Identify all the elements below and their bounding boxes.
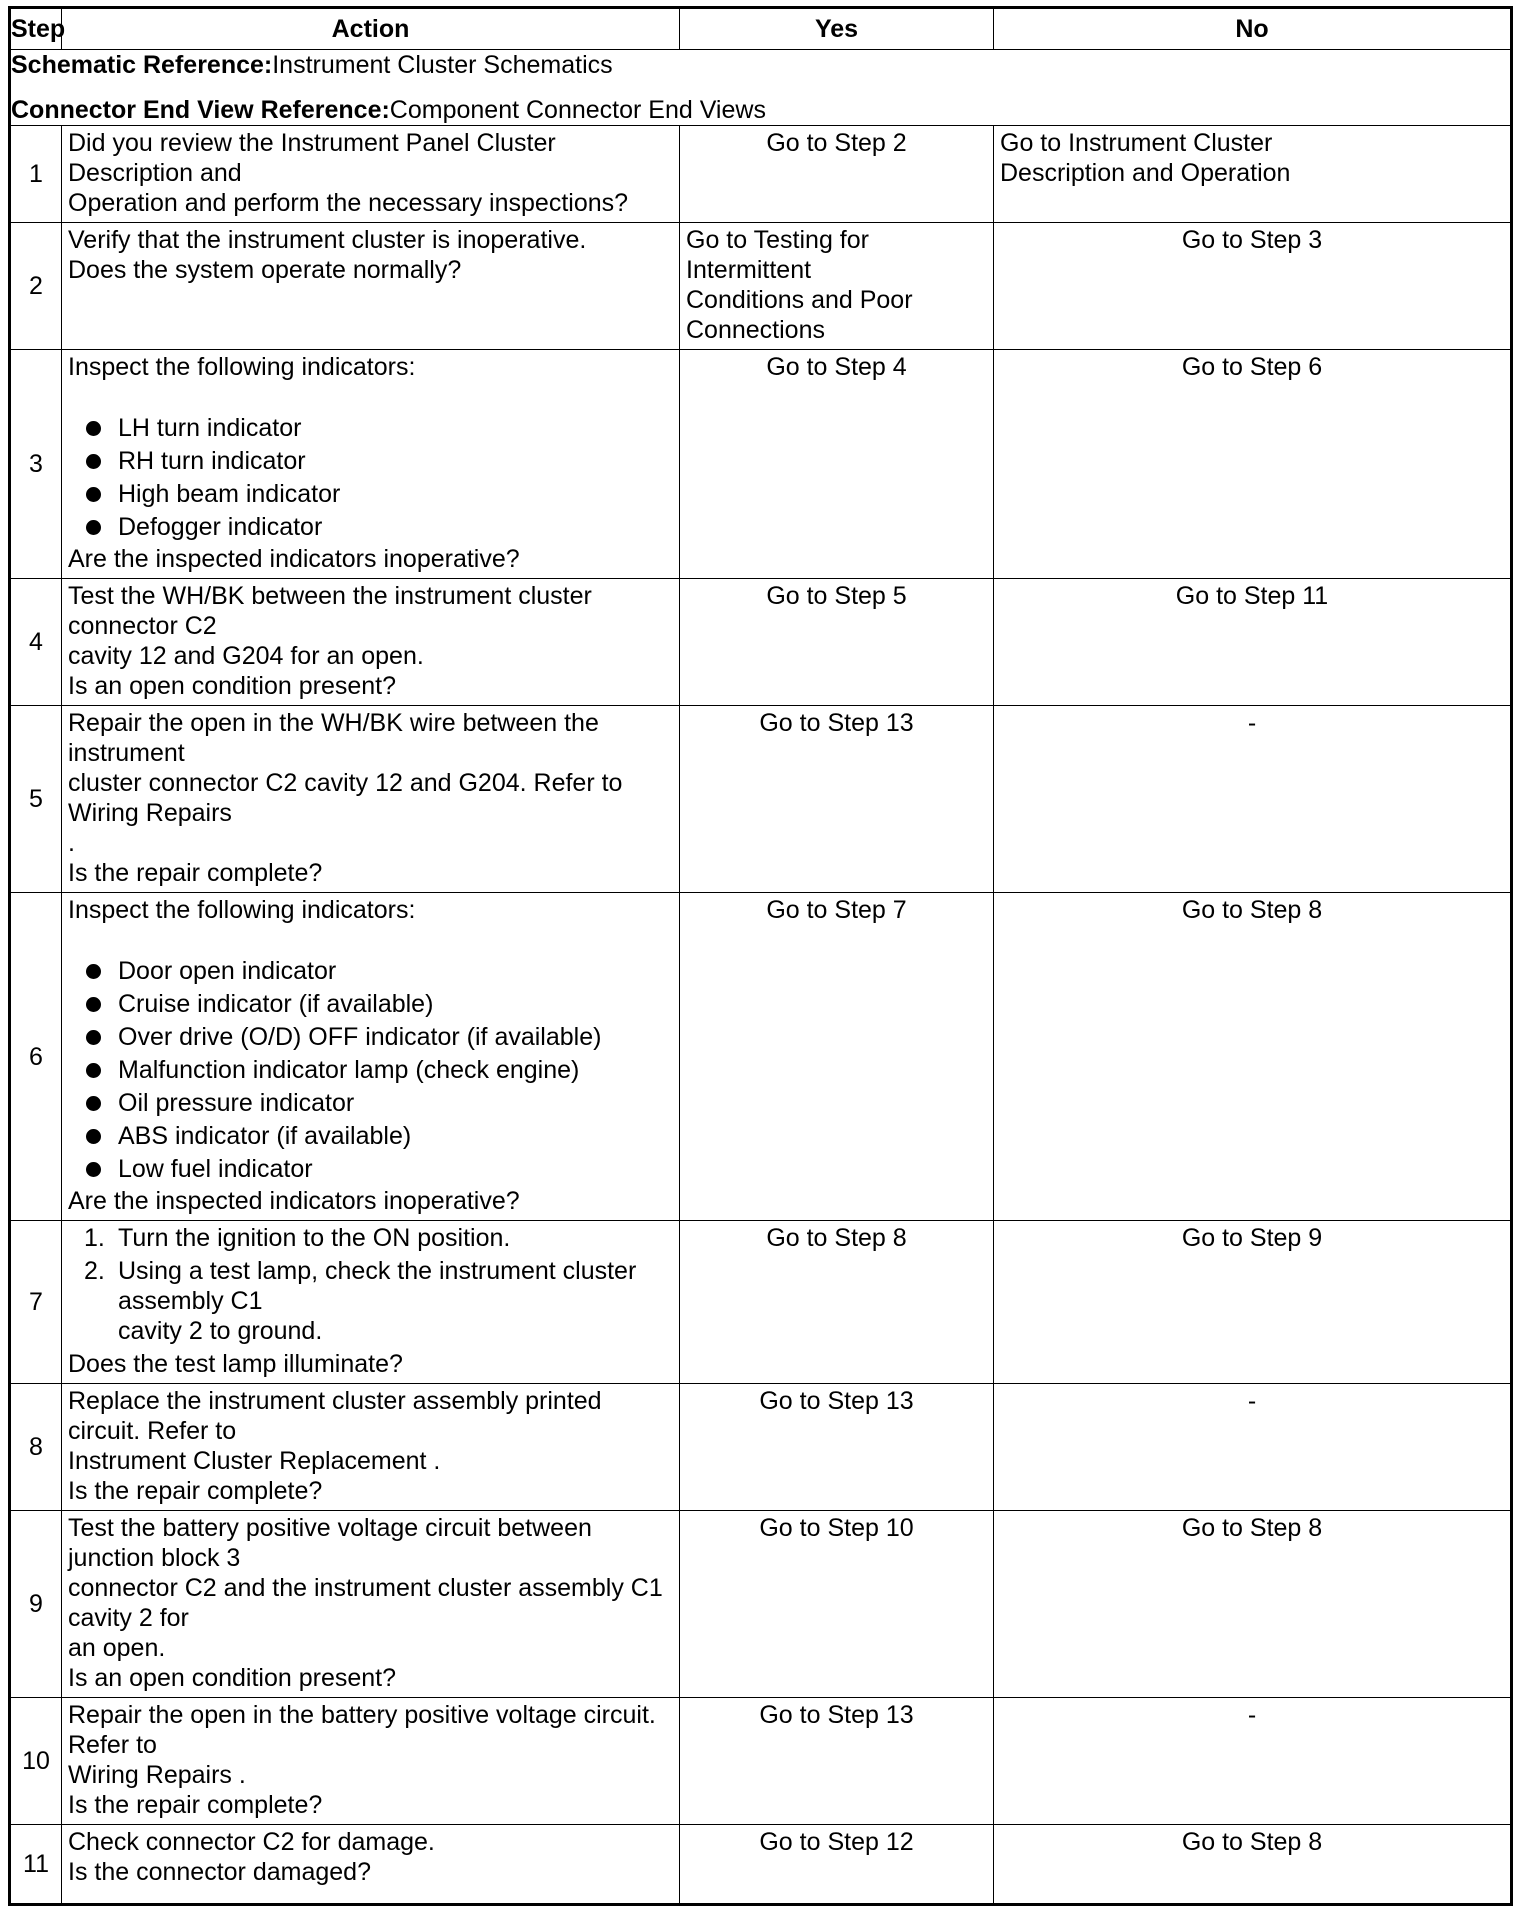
step-number-cell <box>10 893 62 1221</box>
step-number-cell <box>10 1511 62 1698</box>
yes-cell <box>680 893 994 1221</box>
action-text: Inspect the following indicators: <box>68 353 416 381</box>
action-cell <box>62 893 680 1221</box>
no-result-line: Description and Operation <box>1000 159 1291 187</box>
action-content <box>62 126 679 222</box>
yes-result <box>680 893 993 929</box>
step-number-cell <box>10 1221 62 1384</box>
header-action: Action <box>62 8 680 50</box>
step-number-cell <box>10 350 62 579</box>
action-text-line: Wiring Repairs . <box>68 1761 246 1789</box>
reference-row <box>10 50 1512 126</box>
action-text-line: Operation and perform the necessary inspections? <box>68 189 629 217</box>
yes-result <box>680 1825 993 1861</box>
yes-result <box>680 1221 993 1257</box>
action-cell <box>62 1384 680 1511</box>
no-cell <box>994 706 1512 893</box>
action-text-line: . <box>68 829 75 857</box>
action-text-line: Did you review the Instrument Panel Cluster Description and <box>68 129 556 187</box>
yes-cell <box>680 126 994 223</box>
action-text-line: Instrument Cluster Replacement . <box>68 1447 441 1475</box>
action-content <box>62 893 679 1220</box>
action-text-line: cavity 12 and G204 for an open. <box>68 642 424 670</box>
step-number: 1 <box>29 160 43 188</box>
yes-result <box>680 350 993 386</box>
action-cell <box>62 1698 680 1825</box>
no-result-text[interactable]: Go to Step 3 <box>1181 226 1323 254</box>
action-text <box>68 1386 673 1476</box>
yes-result-text[interactable]: Go to Step 4 <box>766 353 907 381</box>
yes-result-text[interactable]: Go to Step 12 <box>759 1828 914 1856</box>
no-cell <box>994 1825 1512 1905</box>
action-text-line: Test the WH/BK between the instrument cluster connector C2 <box>68 582 592 640</box>
action-question: Is the repair complete? <box>68 1477 323 1505</box>
step-number: 11 <box>23 1850 49 1878</box>
yes-cell <box>680 1698 994 1825</box>
indicator-list-item: Door open indicator <box>84 955 673 988</box>
action-content <box>62 350 679 578</box>
action-text <box>68 352 673 382</box>
action-text-line: an open. <box>68 1634 166 1662</box>
yes-result-text[interactable]: Go to Step 5 <box>766 582 907 610</box>
indicator-list-item: Malfunction indicator lamp (check engine) <box>84 1054 673 1087</box>
yes-cell <box>680 579 994 706</box>
header-row <box>10 8 1512 50</box>
action-content <box>62 706 679 892</box>
no-cell <box>994 893 1512 1221</box>
action-cell <box>62 706 680 893</box>
indicator-list-item: ABS indicator (if available) <box>84 1120 673 1153</box>
no-result-line: Go to Instrument Cluster <box>1000 129 1273 157</box>
indicator-list-item: Defogger indicator <box>84 511 673 544</box>
action-cell <box>62 223 680 350</box>
no-result-text[interactable]: Go to Step 11 <box>1175 582 1329 610</box>
indicator-list-item: RH turn indicator <box>84 445 673 478</box>
action-cell <box>62 350 680 579</box>
step-number-cell <box>10 1698 62 1825</box>
procedure-step-line: Using a test lamp, check the instrument cluster assembly C1 <box>118 1257 637 1315</box>
no-result-text[interactable]: Go to Step 9 <box>1181 1224 1323 1252</box>
no-result <box>994 893 1510 929</box>
diagnostic-table <box>8 6 1513 1906</box>
yes-result-line: Connections <box>686 316 825 344</box>
step-row <box>10 1825 1512 1905</box>
spacer <box>68 382 673 412</box>
no-result <box>994 1698 1510 1734</box>
action-text: Verify that the instrument cluster is inoperative. <box>68 226 587 254</box>
action-text <box>68 1700 673 1790</box>
action-text-line: Repair the open in the WH/BK wire between the instrument <box>68 709 599 767</box>
step-row <box>10 579 1512 706</box>
action-text: Check connector C2 for damage. <box>68 1828 435 1856</box>
step-row <box>10 1221 1512 1384</box>
step-number-cell <box>10 1825 62 1905</box>
action-cell <box>62 579 680 706</box>
action-text <box>68 581 673 671</box>
indicator-list-item: Over drive (O/D) OFF indicator (if available) <box>84 1021 673 1054</box>
yes-cell <box>680 706 994 893</box>
no-cell <box>994 223 1512 350</box>
step-number: 10 <box>22 1747 50 1775</box>
action-text <box>68 225 673 255</box>
step-number: 5 <box>29 785 43 813</box>
step-number: 3 <box>29 450 43 478</box>
step-number-cell <box>10 126 62 223</box>
yes-cell <box>680 223 994 350</box>
no-result <box>994 1221 1510 1257</box>
step-row <box>10 1384 1512 1511</box>
no-result <box>994 1511 1510 1547</box>
step-row <box>10 126 1512 223</box>
indicator-list <box>68 412 673 544</box>
yes-result <box>680 579 993 615</box>
yes-result-text[interactable]: Go to Step 2 <box>766 129 907 157</box>
connector-reference-link[interactable]: Component Connector End Views <box>389 96 766 124</box>
yes-result-text[interactable]: Go to Step 10 <box>759 1514 914 1542</box>
action-question: Does the system operate normally? <box>68 256 462 284</box>
header-yes: Yes <box>680 8 994 50</box>
action-question: Is the repair complete? <box>68 1791 323 1819</box>
action-text-line: cluster connector C2 cavity 12 and G204. Refer to Wiring Repairs <box>68 769 623 827</box>
yes-result <box>680 126 993 162</box>
yes-cell <box>680 1221 994 1384</box>
procedure-step <box>84 1223 673 1253</box>
step-number: 2 <box>29 272 43 300</box>
yes-result-text[interactable]: Go to Step 13 <box>759 709 914 737</box>
header-no: No <box>994 8 1512 50</box>
no-cell <box>994 1384 1512 1511</box>
step-row <box>10 1698 1512 1825</box>
yes-result <box>680 1511 993 1547</box>
schematic-reference-label: Schematic Reference: <box>11 51 273 79</box>
no-result-text[interactable]: Go to Step 8 <box>1181 1828 1323 1856</box>
action-question: Is the connector damaged? <box>68 1858 371 1886</box>
yes-result <box>680 706 993 742</box>
step-number-cell <box>10 223 62 350</box>
indicator-list <box>68 955 673 1186</box>
no-result <box>994 126 1510 192</box>
no-result-text: - <box>1247 709 1257 737</box>
step-number-cell <box>10 1384 62 1511</box>
step-number: 8 <box>29 1433 43 1461</box>
action-content <box>62 1221 679 1383</box>
connector-reference-label: Connector End View Reference: <box>11 96 390 124</box>
indicator-list-item: Oil pressure indicator <box>84 1087 673 1120</box>
step-row <box>10 893 1512 1221</box>
indicator-list-item: Cruise indicator (if available) <box>84 988 673 1021</box>
yes-cell <box>680 350 994 579</box>
step-row <box>10 1511 1512 1698</box>
action-text <box>68 895 673 925</box>
step-number-cell <box>10 579 62 706</box>
step-number-cell <box>10 706 62 893</box>
procedure-step <box>84 1256 673 1346</box>
action-cell <box>62 126 680 223</box>
action-content <box>62 579 679 705</box>
action-text-line: connector C2 and the instrument cluster assembly C1 cavity 2 for <box>68 1574 663 1632</box>
action-text-line: Replace the instrument cluster assembly printed circuit. Refer to <box>68 1387 602 1445</box>
action-text <box>68 1513 673 1663</box>
action-question: Are the inspected indicators inoperative? <box>68 1187 520 1215</box>
action-question: Does the test lamp illuminate? <box>68 1350 403 1378</box>
no-cell <box>994 350 1512 579</box>
indicator-list-item: High beam indicator <box>84 478 673 511</box>
yes-cell <box>680 1511 994 1698</box>
action-content <box>62 223 679 289</box>
action-content <box>62 1511 679 1697</box>
procedure-step-line: Turn the ignition to the ON position. <box>118 1224 511 1252</box>
yes-result-text[interactable] <box>686 225 987 345</box>
no-cell <box>994 1511 1512 1698</box>
no-result-text[interactable]: Go to Step 6 <box>1181 353 1323 381</box>
spacer <box>68 925 673 955</box>
schematic-reference-link[interactable]: Instrument Cluster Schematics <box>272 51 613 79</box>
no-result <box>994 223 1510 259</box>
action-text <box>68 128 673 218</box>
no-result <box>994 579 1510 615</box>
action-question: Are the inspected indicators inoperative? <box>68 545 520 573</box>
yes-result-text[interactable]: Go to Step 13 <box>759 1701 914 1729</box>
no-cell <box>994 1698 1512 1825</box>
no-result-text[interactable]: Go to Step 8 <box>1181 1514 1323 1542</box>
yes-cell <box>680 1825 994 1905</box>
action-text: Inspect the following indicators: <box>68 896 416 924</box>
yes-result <box>680 223 993 349</box>
step-row <box>10 706 1512 893</box>
no-result-text[interactable]: Go to Step 8 <box>1181 896 1323 924</box>
no-result <box>994 350 1510 386</box>
no-result <box>994 1825 1510 1861</box>
no-cell <box>994 1221 1512 1384</box>
indicator-list-item: Low fuel indicator <box>84 1153 673 1186</box>
action-question: Is the repair complete? <box>68 859 323 887</box>
no-cell <box>994 126 1512 223</box>
action-text <box>68 708 673 858</box>
no-result <box>994 1384 1510 1420</box>
action-question: Is an open condition present? <box>68 1664 397 1692</box>
yes-result-text[interactable]: Go to Step 7 <box>766 896 907 924</box>
step-number: 4 <box>29 628 43 656</box>
step-row <box>10 350 1512 579</box>
yes-cell <box>680 1384 994 1511</box>
yes-result-line: Go to Testing for Intermittent <box>686 226 869 284</box>
step-number: 7 <box>29 1288 43 1316</box>
yes-result-text[interactable]: Go to Step 13 <box>759 1387 914 1415</box>
action-text <box>68 1827 673 1857</box>
yes-result <box>680 1698 993 1734</box>
procedure-step-line: cavity 2 to ground. <box>118 1317 323 1345</box>
procedure-list <box>68 1223 673 1349</box>
connector-reference <box>11 95 1510 125</box>
yes-result-text[interactable]: Go to Step 8 <box>766 1224 907 1252</box>
yes-result <box>680 1384 993 1420</box>
no-cell <box>994 579 1512 706</box>
step-number: 9 <box>29 1590 43 1618</box>
action-cell <box>62 1825 680 1905</box>
action-cell <box>62 1221 680 1384</box>
action-content <box>62 1825 679 1891</box>
schematic-reference <box>11 50 1510 80</box>
no-result-text[interactable] <box>1000 128 1290 188</box>
no-result-text: - <box>1247 1387 1257 1415</box>
action-cell <box>62 1511 680 1698</box>
no-result <box>994 706 1510 742</box>
procedure-step-number: 1. <box>84 1224 105 1252</box>
action-text-line: Test the battery positive voltage circuit between junction block 3 <box>68 1514 592 1572</box>
procedure-step-number: 2. <box>84 1257 105 1285</box>
action-text-line: Repair the open in the battery positive voltage circuit. Refer to <box>68 1701 656 1759</box>
step-number: 6 <box>29 1042 43 1071</box>
no-result-text: - <box>1247 1701 1257 1729</box>
yes-result-line: Conditions and Poor <box>686 286 913 314</box>
action-question: Is an open condition present? <box>68 672 397 700</box>
header-step: Step <box>10 8 62 50</box>
action-content <box>62 1384 679 1510</box>
action-content <box>62 1698 679 1824</box>
step-row <box>10 223 1512 350</box>
indicator-list-item: LH turn indicator <box>84 412 673 445</box>
